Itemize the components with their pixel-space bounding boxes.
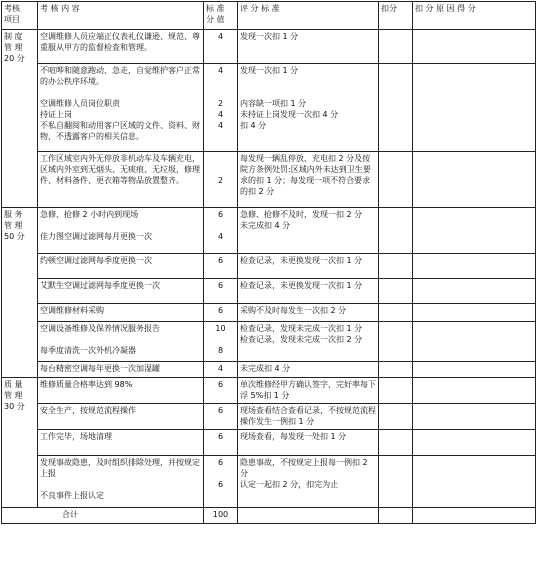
content-cell: 每台精密空调每年更换一次加湿罐 (38, 362, 204, 378)
deduction-cell (379, 208, 413, 254)
reason-cell (413, 456, 536, 508)
total-row (2, 508, 536, 524)
table-row (2, 64, 536, 152)
reason-cell (413, 430, 536, 456)
score-cell: 6 6 (204, 456, 238, 508)
criteria-cell: 发现一次扣 1 分 (238, 30, 379, 64)
score-cell: 6 (204, 404, 238, 430)
deduction-cell (379, 254, 413, 279)
criteria-cell: 隐患事故，不按规定上报每一例扣 2 分 认定一起扣 2 分，扣完为止 (238, 456, 379, 508)
table-row (2, 254, 536, 279)
reason-cell (413, 304, 536, 322)
reason-cell (413, 208, 536, 254)
deduction-cell (379, 404, 413, 430)
deduction-cell (379, 378, 413, 404)
table-row (2, 322, 536, 362)
content-cell: 约顿空调过滤网每季度更换一次 (38, 254, 204, 279)
content-cell: 艾默生空调过滤网每季度更换一次 (38, 279, 204, 304)
score-cell: 4 2 4 4 (204, 64, 238, 152)
criteria-cell: 现场查看，每发现一处扣 1 分 (238, 430, 379, 456)
score-cell: 4 (204, 30, 238, 64)
table-row (2, 279, 536, 304)
reason-cell (413, 64, 536, 152)
content-cell: 空调维修材料采购 (38, 304, 204, 322)
score-cell: 6 (204, 304, 238, 322)
criteria-cell: 检查记录，发现未完成一次扣 1 分 检查记录，发现未完成一次扣 2 分 (238, 322, 379, 362)
total-reason-cell (413, 508, 536, 524)
table-row (2, 304, 536, 322)
content-cell: 工作完毕，场地清理 (38, 430, 204, 456)
content-cell: 不喧哗和随意跑动、急走，自觉维护客户正常的办公秩序环境。 空调维修人员岗位职责 持证上岗 不私自翻阅和动用客户区域的文件、资料、财物，不透露客户的相关信息。 (38, 64, 204, 152)
header-deduction: 扣分 (379, 2, 413, 30)
deduction-cell (379, 304, 413, 322)
header-standard-score: 标 准 分 值 (204, 2, 238, 30)
deduction-cell (379, 362, 413, 378)
table-row (2, 430, 536, 456)
table-row (2, 362, 536, 378)
criteria-cell: 每发现一辆乱停放、充电扣 2 分及按院方条例处罚:区域内外未达到卫生要求的扣 1 分；每发现一项不符合要求的扣 2 分 (238, 152, 379, 208)
content-cell: 维修质量合格率达到 98% (38, 378, 204, 404)
content-cell: 安全生产，按规范流程操作 (38, 404, 204, 430)
content-cell: 急修、抢修 2 小时内到现场 佳力图空调过滤网每月更换一次 (38, 208, 204, 254)
reason-cell (413, 279, 536, 304)
deduction-cell (379, 430, 413, 456)
table-row (2, 152, 536, 208)
score-cell: 4 (204, 362, 238, 378)
table-row (2, 30, 536, 64)
header-content: 考 核 内 容 (38, 2, 204, 30)
section-title: 质 量 管 理 30 分 (2, 378, 38, 508)
total-deduction-cell (379, 508, 413, 524)
table-row (2, 456, 536, 508)
criteria-cell: 急修、抢修不及时，发现一扣 2 分 未完成扣 4 分 (238, 208, 379, 254)
score-cell: 10 8 (204, 322, 238, 362)
criteria-cell: 未完成扣 4 分 (238, 362, 379, 378)
reason-cell (413, 30, 536, 64)
reason-cell (413, 254, 536, 279)
score-cell: 6 (204, 378, 238, 404)
section-title: 服 务 管 理 50 分 (2, 208, 38, 378)
assessment-table (1, 1, 536, 524)
score-cell: 6 4 (204, 208, 238, 254)
deduction-cell (379, 30, 413, 64)
criteria-cell: 发现一次扣 1 分 内容缺一项扣 1 分 未持证上岗发现一次扣 4 分 扣 4 分 (238, 64, 379, 152)
reason-cell (413, 378, 536, 404)
reason-cell (413, 322, 536, 362)
table-row (2, 208, 536, 254)
reason-cell (413, 362, 536, 378)
total-criteria-cell (238, 508, 379, 524)
total-label: 合计 (2, 508, 204, 524)
header-reason-score: 扣 分 原 因 得 分 (413, 2, 536, 30)
score-cell: 6 (204, 279, 238, 304)
content-cell: 工作区域室内外无停放非机动车及车辆充电，区域内外室到无烟头、无痰痕、无垃圾，修理件、材料备件、更衣箱等物品放置整齐。 (38, 152, 204, 208)
score-cell: 2 (204, 152, 238, 208)
table-row (2, 404, 536, 430)
deduction-cell (379, 152, 413, 208)
header-item: 考核 项目 (2, 2, 38, 30)
table-row (2, 378, 536, 404)
total-score: 100 (204, 508, 238, 524)
deduction-cell (379, 456, 413, 508)
score-cell: 6 (204, 254, 238, 279)
section-title: 制 度 管 理 20 分 (2, 30, 38, 208)
criteria-cell: 检查记录，未更换发现一次扣 1 分 (238, 254, 379, 279)
criteria-cell: 采购不及时每发生一次扣 2 分 (238, 304, 379, 322)
reason-cell (413, 152, 536, 208)
reason-cell (413, 404, 536, 430)
content-cell: 空调设备维修及保养情况服务报告 每季度清洗一次外机冷凝器 (38, 322, 204, 362)
header-criteria: 评 分 标 准 (238, 2, 379, 30)
content-cell: 发现事故隐患，及时组织排除处理，并按规定上报 不良事件上报认定 (38, 456, 204, 508)
content-cell: 空调维修人员应端正仪表礼仪谦逊、规范、尊重服从甲方的监督检查和管理。 (38, 30, 204, 64)
criteria-cell: 现场查看结合查看记录，不按规范流程操作发生一例扣 1 分 (238, 404, 379, 430)
criteria-cell: 单次维修经甲方确认签字，完好率每下浮 5%扣 1 分 (238, 378, 379, 404)
score-cell: 6 (204, 430, 238, 456)
criteria-cell: 检查记录，未更换发现一次扣 1 分 (238, 279, 379, 304)
deduction-cell (379, 279, 413, 304)
deduction-cell (379, 64, 413, 152)
deduction-cell (379, 322, 413, 362)
header-row (2, 2, 536, 30)
